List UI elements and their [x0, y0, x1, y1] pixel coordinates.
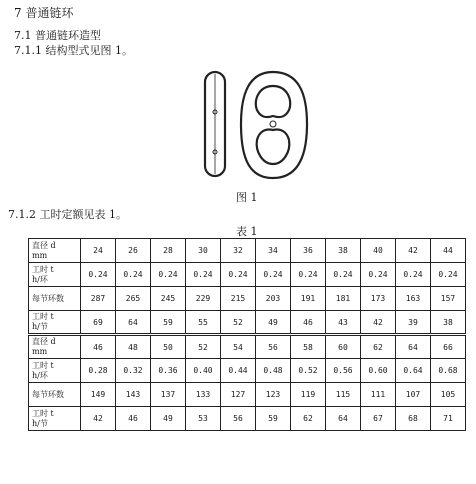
table-cell: 50 — [151, 335, 186, 359]
table-cell: 0.24 — [221, 263, 256, 287]
table-cell: 42 — [81, 407, 116, 431]
row-header-label: 工时 t — [32, 408, 54, 418]
table-row — [29, 335, 466, 359]
table-cell: 46 — [81, 335, 116, 359]
table-cell: 0.48 — [256, 359, 291, 383]
table-cell: 119 — [291, 383, 326, 407]
table-row — [29, 383, 466, 407]
table-row — [29, 263, 466, 287]
table-row — [29, 239, 466, 263]
table-row — [29, 287, 466, 311]
table-cell: 0.24 — [151, 263, 186, 287]
table-cell: 60 — [326, 335, 361, 359]
table-cell: 68 — [396, 407, 431, 431]
chain-link-figure — [195, 66, 315, 186]
table-cell: 0.56 — [326, 359, 361, 383]
row-header-label: 直径 d — [32, 337, 56, 346]
row-header — [29, 263, 81, 287]
table-cell: 143 — [116, 383, 151, 407]
table-row — [29, 407, 466, 431]
table-cell: 0.24 — [396, 263, 431, 287]
table-cell: 0.24 — [186, 263, 221, 287]
row-header-label: 工时 t — [32, 360, 54, 370]
table-cell: 52 — [186, 335, 221, 359]
table-caption: 表 1 — [236, 225, 258, 238]
table-row — [29, 311, 466, 335]
section-7-1-2-text: 7.1.2 工时定额见表 1。 — [8, 208, 127, 221]
table-cell: 107 — [396, 383, 431, 407]
table-cell: 30 — [186, 239, 221, 263]
table-cell: 32 — [221, 239, 256, 263]
row-header — [29, 311, 81, 335]
table-cell: 0.40 — [186, 359, 221, 383]
table-cell: 39 — [396, 311, 431, 335]
table-cell: 115 — [326, 383, 361, 407]
table-cell: 26 — [116, 239, 151, 263]
table-cell: 0.24 — [361, 263, 396, 287]
section-7-1-1-text: 7.1.1 结构型式见图 1。 — [14, 44, 133, 57]
table-cell: 0.24 — [256, 263, 291, 287]
row-header-label: 工时 t — [32, 264, 54, 274]
table-cell: 157 — [431, 287, 466, 311]
table-cell: 0.68 — [431, 359, 466, 383]
row-header-label: 每节环数 — [32, 293, 64, 303]
table-cell: 0.24 — [326, 263, 361, 287]
table-cell: 38 — [326, 239, 361, 263]
table-cell: 48 — [116, 335, 151, 359]
table-cell: 67 — [361, 407, 396, 431]
figure-caption: 图 1 — [236, 191, 258, 204]
table-cell: 49 — [151, 407, 186, 431]
row-header — [29, 335, 81, 359]
row-header — [29, 287, 81, 311]
table-cell: 42 — [396, 239, 431, 263]
table-cell: 0.28 — [81, 359, 116, 383]
table-cell: 36 — [291, 239, 326, 263]
table-cell: 0.24 — [116, 263, 151, 287]
table-cell: 64 — [326, 407, 361, 431]
table-cell: 38 — [431, 311, 466, 335]
table-cell: 111 — [361, 383, 396, 407]
table-cell: 59 — [151, 311, 186, 335]
row-header-unit: h/环 — [32, 370, 48, 380]
table-cell: 44 — [431, 239, 466, 263]
table-cell: 215 — [221, 287, 256, 311]
table-cell: 123 — [256, 383, 291, 407]
table-cell: 137 — [151, 383, 186, 407]
table-cell: 62 — [291, 407, 326, 431]
row-header-label: 工时 t — [32, 312, 54, 321]
table-cell: 24 — [81, 239, 116, 263]
table-cell: 0.52 — [291, 359, 326, 383]
table-cell: 64 — [116, 311, 151, 335]
table-cell: 49 — [256, 311, 291, 335]
row-header — [29, 383, 81, 407]
table-cell: 64 — [396, 335, 431, 359]
table-cell: 58 — [291, 335, 326, 359]
row-header-unit: h/环 — [32, 274, 48, 284]
table-cell: 127 — [221, 383, 256, 407]
table-cell: 71 — [431, 407, 466, 431]
section-7-1-heading: 7.1 普通链环造型 — [14, 29, 101, 42]
table-cell: 0.64 — [396, 359, 431, 383]
table-cell: 265 — [116, 287, 151, 311]
table-row — [29, 359, 466, 383]
table-cell: 43 — [326, 311, 361, 335]
table-cell: 46 — [291, 311, 326, 335]
row-header-unit: h/节 — [32, 322, 48, 331]
table-cell: 173 — [361, 287, 396, 311]
table-cell: 133 — [186, 383, 221, 407]
table-cell: 203 — [256, 287, 291, 311]
row-header-label: 每节环数 — [32, 389, 64, 399]
chain-link-drawing-icon — [205, 72, 307, 178]
row-header — [29, 359, 81, 383]
table-cell: 229 — [186, 287, 221, 311]
table-cell: 149 — [81, 383, 116, 407]
table-cell: 28 — [151, 239, 186, 263]
table-cell: 163 — [396, 287, 431, 311]
work-hours-table — [28, 238, 466, 431]
table-cell: 0.36 — [151, 359, 186, 383]
table-cell: 56 — [221, 407, 256, 431]
table-cell: 46 — [116, 407, 151, 431]
table-cell: 55 — [186, 311, 221, 335]
section-7-heading: 7 普通链环 — [14, 6, 74, 20]
table-cell: 42 — [361, 311, 396, 335]
table-cell: 0.24 — [431, 263, 466, 287]
table-cell: 34 — [256, 239, 291, 263]
table-cell: 66 — [431, 335, 466, 359]
table-cell: 0.32 — [116, 359, 151, 383]
table-cell: 59 — [256, 407, 291, 431]
row-header-label: 直径 d — [32, 240, 56, 250]
table-cell: 62 — [361, 335, 396, 359]
table-cell: 53 — [186, 407, 221, 431]
table-cell: 105 — [431, 383, 466, 407]
row-header — [29, 407, 81, 431]
row-header — [29, 239, 81, 263]
table-cell: 52 — [221, 311, 256, 335]
table-cell: 181 — [326, 287, 361, 311]
table-cell: 0.24 — [81, 263, 116, 287]
table-cell: 54 — [221, 335, 256, 359]
row-header-unit: mm — [32, 250, 48, 260]
table-cell: 191 — [291, 287, 326, 311]
table-cell: 69 — [81, 311, 116, 335]
table-cell: 0.60 — [361, 359, 396, 383]
table-cell: 56 — [256, 335, 291, 359]
table-cell: 40 — [361, 239, 396, 263]
table-cell: 0.44 — [221, 359, 256, 383]
row-header-unit: h/节 — [32, 418, 48, 428]
table-cell: 245 — [151, 287, 186, 311]
table-cell: 287 — [81, 287, 116, 311]
row-header-unit: mm — [32, 347, 48, 356]
table-cell: 0.24 — [291, 263, 326, 287]
